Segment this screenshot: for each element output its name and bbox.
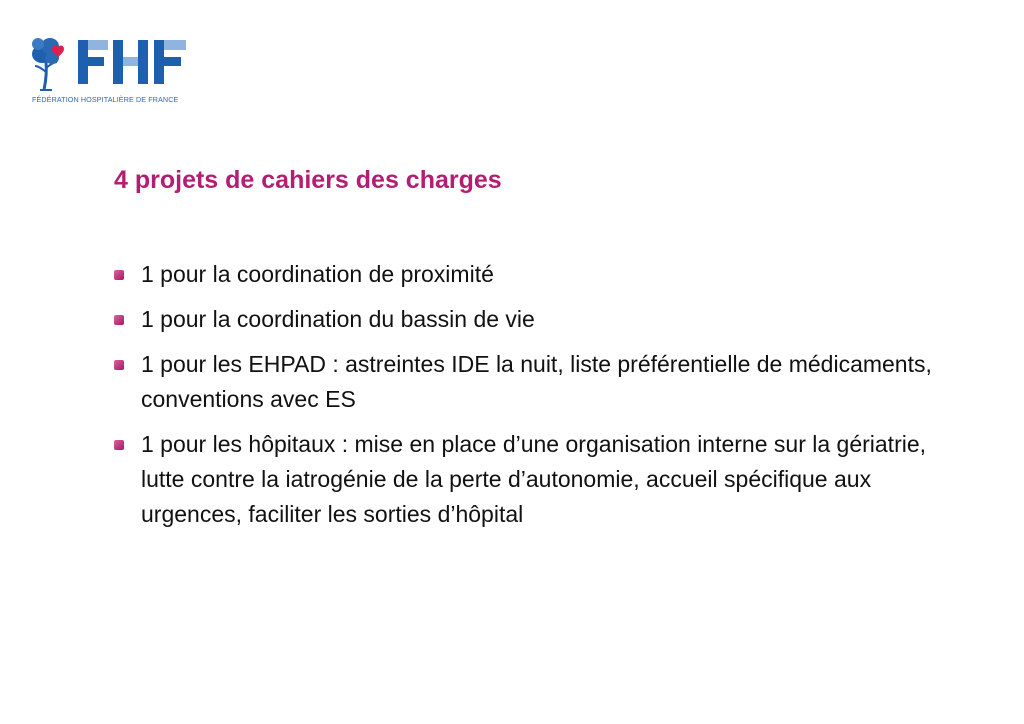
bullet-item (114, 302, 944, 337)
logo-letter-f1 (78, 40, 108, 84)
bullet-text: 1 pour la coordination de proximité (141, 261, 494, 287)
fhf-logo-graphic (30, 32, 190, 94)
logo-caption: FÉDÉRATION HOSPITALIÈRE DE FRANCE (32, 95, 179, 104)
bullet-icon (114, 315, 124, 325)
bullet-item (114, 257, 944, 292)
fhf-logo (30, 32, 190, 110)
bullet-item (114, 347, 944, 417)
tree-with-heart-icon (32, 38, 64, 90)
bullet-icon (114, 360, 124, 370)
logo-letter-h (113, 40, 148, 84)
bullet-text: 1 pour les hôpitaux : mise en place d’une organisation interne sur la gériatrie, lutte contre la iatrogénie de la perte d’autonomie, accueil spécifique aux urgences, faciliter les sorties d’hôpital (141, 431, 927, 527)
bullet-list (114, 257, 944, 542)
bullet-text: 1 pour la coordination du bassin de vie (141, 306, 535, 332)
bullet-item (114, 427, 944, 532)
bullet-text: 1 pour les EHPAD : astreintes IDE la nuit, liste préférentielle de médicaments, conventions avec ES (141, 351, 932, 412)
logo-letter-f2 (154, 40, 186, 84)
slide-title: 4 projets de cahiers des charges (114, 166, 502, 194)
bullet-icon (114, 440, 124, 450)
bullet-icon (114, 270, 124, 280)
